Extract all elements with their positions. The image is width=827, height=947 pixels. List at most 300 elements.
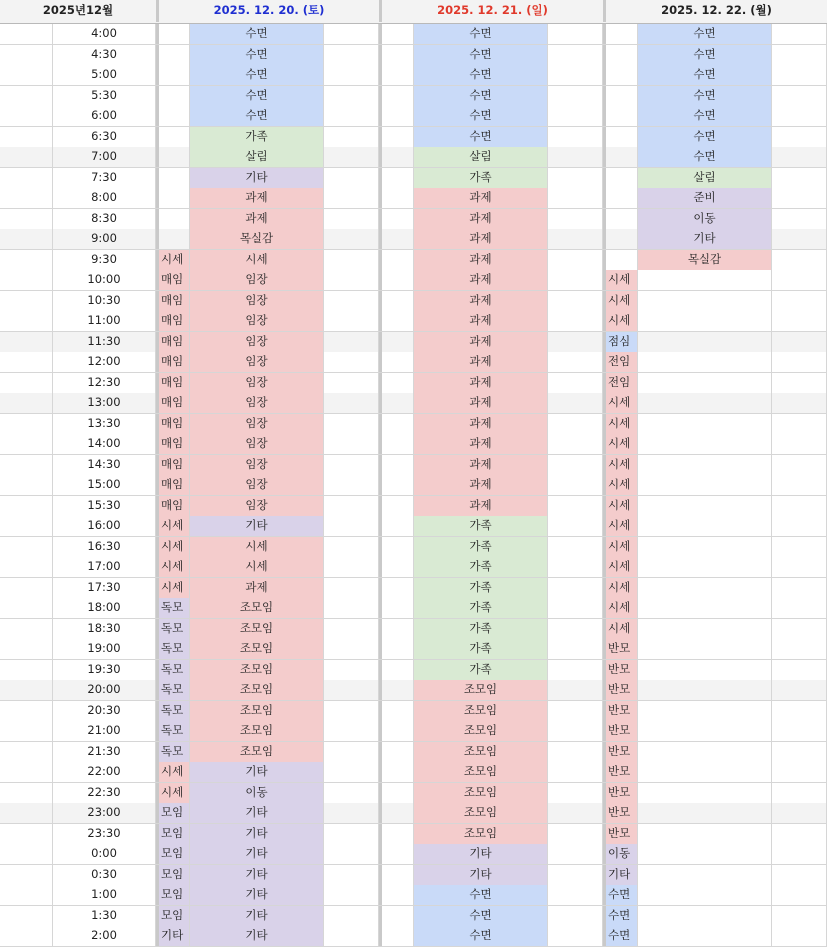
activity-sub-cell[interactable] [382,332,414,352]
time-cell[interactable]: 22:30 [53,783,156,803]
empty-cell[interactable] [548,229,603,249]
activity-sub-cell[interactable] [382,721,414,741]
time-cell[interactable]: 17:00 [53,557,156,577]
row-blank-cell[interactable] [0,537,53,557]
empty-cell[interactable] [548,393,603,413]
activity-cell[interactable] [638,721,772,741]
activity-cell[interactable]: 수면 [638,86,772,106]
activity-cell[interactable]: 가족 [414,557,548,577]
activity-sub-cell[interactable] [382,127,414,147]
empty-cell[interactable] [772,168,827,188]
activity-cell[interactable]: 과제 [414,393,548,413]
activity-cell[interactable]: 조모임 [414,701,548,721]
activity-cell[interactable] [638,393,772,413]
row-blank-cell[interactable] [0,127,53,147]
activity-sub-cell[interactable] [382,147,414,167]
empty-cell[interactable] [324,414,379,434]
activity-sub-cell[interactable] [382,742,414,762]
empty-cell[interactable] [772,373,827,393]
empty-cell[interactable] [772,926,827,946]
activity-cell[interactable]: 과제 [414,209,548,229]
time-cell[interactable]: 5:00 [53,65,156,85]
row-blank-cell[interactable] [0,516,53,536]
empty-cell[interactable] [324,680,379,700]
activity-sub-cell[interactable] [606,106,638,126]
empty-cell[interactable] [772,393,827,413]
activity-cell[interactable]: 조모임 [190,680,324,700]
activity-sub-cell[interactable]: 시세 [606,270,638,290]
activity-sub-cell[interactable] [382,352,414,372]
time-cell[interactable]: 0:30 [53,865,156,885]
row-blank-cell[interactable] [0,270,53,290]
empty-cell[interactable] [772,65,827,85]
activity-sub-cell[interactable]: 시세 [159,783,190,803]
activity-cell[interactable]: 임장 [190,373,324,393]
activity-cell[interactable]: 살림 [638,168,772,188]
empty-cell[interactable] [548,414,603,434]
activity-sub-cell[interactable]: 반모 [606,721,638,741]
activity-cell[interactable] [638,783,772,803]
activity-sub-cell[interactable] [382,250,414,270]
row-blank-cell[interactable] [0,414,53,434]
row-blank-cell[interactable] [0,844,53,864]
activity-cell[interactable] [638,332,772,352]
activity-cell[interactable]: 과제 [414,352,548,372]
activity-cell[interactable] [638,537,772,557]
activity-sub-cell[interactable] [382,414,414,434]
empty-cell[interactable] [548,906,603,926]
empty-cell[interactable] [548,127,603,147]
activity-cell[interactable]: 수면 [414,24,548,44]
row-blank-cell[interactable] [0,311,53,331]
empty-cell[interactable] [772,106,827,126]
empty-cell[interactable] [548,106,603,126]
empty-cell[interactable] [548,209,603,229]
activity-cell[interactable]: 수면 [638,65,772,85]
empty-cell[interactable] [772,45,827,65]
activity-cell[interactable]: 시세 [190,557,324,577]
empty-cell[interactable] [548,639,603,659]
empty-cell[interactable] [548,762,603,782]
empty-cell[interactable] [324,783,379,803]
empty-cell[interactable] [548,865,603,885]
activity-sub-cell[interactable]: 매임 [159,311,190,331]
empty-cell[interactable] [772,598,827,618]
activity-cell[interactable]: 기타 [190,885,324,905]
empty-cell[interactable] [324,639,379,659]
empty-cell[interactable] [548,332,603,352]
activity-sub-cell[interactable]: 모임 [159,906,190,926]
activity-cell[interactable]: 과제 [414,229,548,249]
activity-sub-cell[interactable] [159,209,190,229]
activity-sub-cell[interactable] [159,127,190,147]
activity-sub-cell[interactable] [382,885,414,905]
time-cell[interactable]: 7:00 [53,147,156,167]
empty-cell[interactable] [772,147,827,167]
activity-cell[interactable]: 조모임 [190,721,324,741]
activity-sub-cell[interactable] [382,598,414,618]
activity-cell[interactable]: 과제 [414,291,548,311]
activity-sub-cell[interactable]: 모임 [159,824,190,844]
activity-cell[interactable] [638,516,772,536]
activity-sub-cell[interactable] [382,680,414,700]
activity-sub-cell[interactable]: 반모 [606,660,638,680]
empty-cell[interactable] [772,865,827,885]
empty-cell[interactable] [772,86,827,106]
activity-cell[interactable] [638,660,772,680]
activity-cell[interactable] [638,475,772,495]
activity-sub-cell[interactable]: 매임 [159,352,190,372]
empty-cell[interactable] [772,619,827,639]
activity-cell[interactable] [638,742,772,762]
activity-sub-cell[interactable] [159,86,190,106]
empty-cell[interactable] [324,45,379,65]
activity-cell[interactable]: 수면 [190,65,324,85]
activity-sub-cell[interactable]: 전임 [606,373,638,393]
activity-sub-cell[interactable]: 시세 [606,291,638,311]
time-cell[interactable]: 12:30 [53,373,156,393]
empty-cell[interactable] [324,168,379,188]
empty-cell[interactable] [772,332,827,352]
activity-sub-cell[interactable]: 모임 [159,865,190,885]
empty-cell[interactable] [772,24,827,44]
activity-sub-cell[interactable]: 반모 [606,803,638,823]
empty-cell[interactable] [548,475,603,495]
activity-sub-cell[interactable] [159,65,190,85]
row-blank-cell[interactable] [0,557,53,577]
activity-sub-cell[interactable]: 수면 [606,926,638,946]
row-blank-cell[interactable] [0,701,53,721]
empty-cell[interactable] [324,270,379,290]
activity-sub-cell[interactable] [606,86,638,106]
activity-cell[interactable]: 과제 [414,455,548,475]
row-blank-cell[interactable] [0,188,53,208]
row-blank-cell[interactable] [0,680,53,700]
activity-sub-cell[interactable]: 매임 [159,270,190,290]
activity-sub-cell[interactable] [382,270,414,290]
row-blank-cell[interactable] [0,168,53,188]
row-blank-cell[interactable] [0,742,53,762]
activity-cell[interactable]: 조모임 [414,742,548,762]
time-cell[interactable]: 2:00 [53,926,156,946]
activity-cell[interactable]: 과제 [414,270,548,290]
empty-cell[interactable] [772,578,827,598]
time-cell[interactable]: 14:30 [53,455,156,475]
empty-cell[interactable] [548,250,603,270]
activity-sub-cell[interactable] [382,865,414,885]
activity-cell[interactable]: 수면 [190,106,324,126]
activity-sub-cell[interactable]: 독모 [159,639,190,659]
activity-cell[interactable]: 임장 [190,352,324,372]
activity-cell[interactable]: 가족 [414,619,548,639]
empty-cell[interactable] [772,557,827,577]
time-cell[interactable]: 10:30 [53,291,156,311]
empty-cell[interactable] [324,209,379,229]
activity-cell[interactable]: 수면 [414,45,548,65]
activity-sub-cell[interactable]: 모임 [159,803,190,823]
empty-cell[interactable] [324,701,379,721]
row-blank-cell[interactable] [0,721,53,741]
activity-sub-cell[interactable] [382,557,414,577]
empty-cell[interactable] [324,475,379,495]
activity-sub-cell[interactable]: 시세 [159,557,190,577]
empty-cell[interactable] [548,434,603,454]
activity-sub-cell[interactable] [382,824,414,844]
time-cell[interactable]: 0:00 [53,844,156,864]
empty-cell[interactable] [772,270,827,290]
row-blank-cell[interactable] [0,65,53,85]
activity-cell[interactable]: 시세 [190,250,324,270]
activity-cell[interactable]: 가족 [414,168,548,188]
activity-sub-cell[interactable] [382,168,414,188]
activity-sub-cell[interactable]: 독모 [159,660,190,680]
empty-cell[interactable] [772,885,827,905]
time-cell[interactable]: 9:30 [53,250,156,270]
activity-cell[interactable]: 시세 [190,537,324,557]
row-blank-cell[interactable] [0,373,53,393]
row-blank-cell[interactable] [0,291,53,311]
empty-cell[interactable] [772,844,827,864]
activity-cell[interactable]: 과제 [414,434,548,454]
activity-cell[interactable]: 기타 [414,844,548,864]
activity-cell[interactable]: 수면 [638,127,772,147]
activity-cell[interactable] [638,455,772,475]
empty-cell[interactable] [548,598,603,618]
activity-cell[interactable] [638,926,772,946]
empty-cell[interactable] [324,188,379,208]
activity-cell[interactable]: 수면 [414,906,548,926]
activity-sub-cell[interactable] [606,127,638,147]
empty-cell[interactable] [324,65,379,85]
activity-sub-cell[interactable] [159,106,190,126]
activity-cell[interactable]: 임장 [190,455,324,475]
activity-sub-cell[interactable]: 전임 [606,352,638,372]
empty-cell[interactable] [772,455,827,475]
activity-cell[interactable] [638,578,772,598]
activity-sub-cell[interactable]: 반모 [606,701,638,721]
empty-cell[interactable] [324,393,379,413]
empty-cell[interactable] [548,885,603,905]
empty-cell[interactable] [324,24,379,44]
activity-cell[interactable]: 수면 [414,885,548,905]
empty-cell[interactable] [548,721,603,741]
row-blank-cell[interactable] [0,24,53,44]
time-cell[interactable]: 13:00 [53,393,156,413]
activity-cell[interactable]: 기타 [190,803,324,823]
activity-cell[interactable]: 수면 [190,45,324,65]
empty-cell[interactable] [324,516,379,536]
row-blank-cell[interactable] [0,824,53,844]
activity-sub-cell[interactable] [382,639,414,659]
activity-sub-cell[interactable] [382,537,414,557]
empty-cell[interactable] [324,127,379,147]
activity-cell[interactable]: 수면 [414,106,548,126]
activity-cell[interactable]: 임장 [190,414,324,434]
day-header-mon[interactable]: 2025. 12. 22. (월) [661,3,772,17]
empty-cell[interactable] [772,311,827,331]
empty-cell[interactable] [548,147,603,167]
activity-sub-cell[interactable]: 매임 [159,393,190,413]
empty-cell[interactable] [548,844,603,864]
activity-cell[interactable]: 과제 [414,311,548,331]
empty-cell[interactable] [772,209,827,229]
activity-sub-cell[interactable]: 점심 [606,332,638,352]
activity-sub-cell[interactable] [382,291,414,311]
empty-cell[interactable] [548,311,603,331]
activity-sub-cell[interactable]: 시세 [606,496,638,516]
empty-cell[interactable] [324,147,379,167]
activity-cell[interactable] [638,557,772,577]
activity-cell[interactable]: 과제 [414,250,548,270]
activity-sub-cell[interactable] [382,65,414,85]
activity-sub-cell[interactable]: 시세 [606,393,638,413]
activity-cell[interactable]: 기타 [190,762,324,782]
empty-cell[interactable] [772,414,827,434]
activity-sub-cell[interactable]: 독모 [159,619,190,639]
activity-sub-cell[interactable]: 반모 [606,762,638,782]
empty-cell[interactable] [548,578,603,598]
activity-cell[interactable]: 기타 [414,865,548,885]
activity-sub-cell[interactable] [159,45,190,65]
month-header[interactable]: 2025년12월 [42,3,114,17]
activity-cell[interactable]: 과제 [414,475,548,495]
activity-sub-cell[interactable]: 시세 [606,414,638,434]
activity-cell[interactable]: 과제 [414,373,548,393]
activity-sub-cell[interactable]: 매임 [159,475,190,495]
activity-cell[interactable]: 임장 [190,434,324,454]
activity-sub-cell[interactable] [159,229,190,249]
activity-cell[interactable] [638,803,772,823]
time-cell[interactable]: 16:00 [53,516,156,536]
empty-cell[interactable] [772,742,827,762]
empty-cell[interactable] [324,762,379,782]
activity-cell[interactable]: 기타 [190,865,324,885]
activity-cell[interactable]: 기타 [190,168,324,188]
activity-cell[interactable]: 가족 [414,598,548,618]
activity-sub-cell[interactable]: 시세 [606,455,638,475]
time-cell[interactable]: 5:30 [53,86,156,106]
empty-cell[interactable] [772,188,827,208]
empty-cell[interactable] [324,926,379,946]
activity-cell[interactable] [638,639,772,659]
empty-cell[interactable] [548,557,603,577]
activity-cell[interactable]: 임장 [190,475,324,495]
activity-cell[interactable]: 조모임 [190,742,324,762]
activity-cell[interactable]: 조모임 [190,598,324,618]
empty-cell[interactable] [548,660,603,680]
activity-sub-cell[interactable] [606,65,638,85]
time-cell[interactable]: 11:00 [53,311,156,331]
activity-cell[interactable] [638,311,772,331]
empty-cell[interactable] [772,639,827,659]
empty-cell[interactable] [324,865,379,885]
activity-sub-cell[interactable]: 매임 [159,434,190,454]
activity-cell[interactable] [638,291,772,311]
empty-cell[interactable] [548,701,603,721]
activity-cell[interactable]: 기타 [190,516,324,536]
time-cell[interactable]: 9:00 [53,229,156,249]
activity-cell[interactable]: 과제 [414,332,548,352]
row-blank-cell[interactable] [0,86,53,106]
empty-cell[interactable] [324,742,379,762]
activity-cell[interactable]: 조모임 [190,619,324,639]
activity-cell[interactable]: 기타 [638,229,772,249]
empty-cell[interactable] [324,578,379,598]
time-cell[interactable]: 20:30 [53,701,156,721]
empty-cell[interactable] [324,455,379,475]
activity-sub-cell[interactable] [382,229,414,249]
activity-cell[interactable]: 조모임 [414,680,548,700]
activity-cell[interactable] [638,352,772,372]
time-cell[interactable]: 10:00 [53,270,156,290]
activity-cell[interactable] [638,680,772,700]
activity-cell[interactable]: 이동 [638,209,772,229]
activity-sub-cell[interactable]: 시세 [606,475,638,495]
activity-cell[interactable]: 이동 [190,783,324,803]
empty-cell[interactable] [548,291,603,311]
activity-sub-cell[interactable] [606,229,638,249]
activity-cell[interactable]: 목실감 [190,229,324,249]
activity-cell[interactable]: 수면 [414,127,548,147]
activity-cell[interactable]: 살림 [190,147,324,167]
activity-sub-cell[interactable]: 시세 [159,578,190,598]
activity-cell[interactable]: 임장 [190,270,324,290]
activity-cell[interactable] [638,701,772,721]
activity-cell[interactable] [638,414,772,434]
row-blank-cell[interactable] [0,598,53,618]
activity-cell[interactable]: 수면 [638,147,772,167]
row-blank-cell[interactable] [0,455,53,475]
empty-cell[interactable] [324,721,379,741]
activity-sub-cell[interactable] [382,106,414,126]
activity-sub-cell[interactable] [382,373,414,393]
activity-sub-cell[interactable] [606,209,638,229]
empty-cell[interactable] [324,660,379,680]
time-cell[interactable]: 18:00 [53,598,156,618]
empty-cell[interactable] [324,229,379,249]
activity-cell[interactable]: 조모임 [190,660,324,680]
empty-cell[interactable] [772,824,827,844]
empty-cell[interactable] [548,65,603,85]
activity-cell[interactable]: 수면 [414,926,548,946]
activity-sub-cell[interactable]: 모임 [159,885,190,905]
activity-cell[interactable]: 준비 [638,188,772,208]
row-blank-cell[interactable] [0,393,53,413]
row-blank-cell[interactable] [0,578,53,598]
activity-sub-cell[interactable] [382,455,414,475]
empty-cell[interactable] [548,803,603,823]
empty-cell[interactable] [548,783,603,803]
time-cell[interactable]: 23:30 [53,824,156,844]
time-cell[interactable]: 22:00 [53,762,156,782]
empty-cell[interactable] [548,352,603,372]
activity-cell[interactable]: 조모임 [414,803,548,823]
empty-cell[interactable] [772,906,827,926]
empty-cell[interactable] [324,106,379,126]
activity-sub-cell[interactable]: 매임 [159,373,190,393]
activity-cell[interactable]: 과제 [190,209,324,229]
activity-cell[interactable] [638,434,772,454]
activity-cell[interactable]: 가족 [414,660,548,680]
empty-cell[interactable] [324,86,379,106]
empty-cell[interactable] [324,373,379,393]
time-cell[interactable]: 21:00 [53,721,156,741]
activity-sub-cell[interactable] [382,188,414,208]
activity-cell[interactable] [638,762,772,782]
activity-sub-cell[interactable]: 시세 [606,619,638,639]
activity-sub-cell[interactable]: 시세 [606,434,638,454]
time-cell[interactable]: 16:30 [53,537,156,557]
